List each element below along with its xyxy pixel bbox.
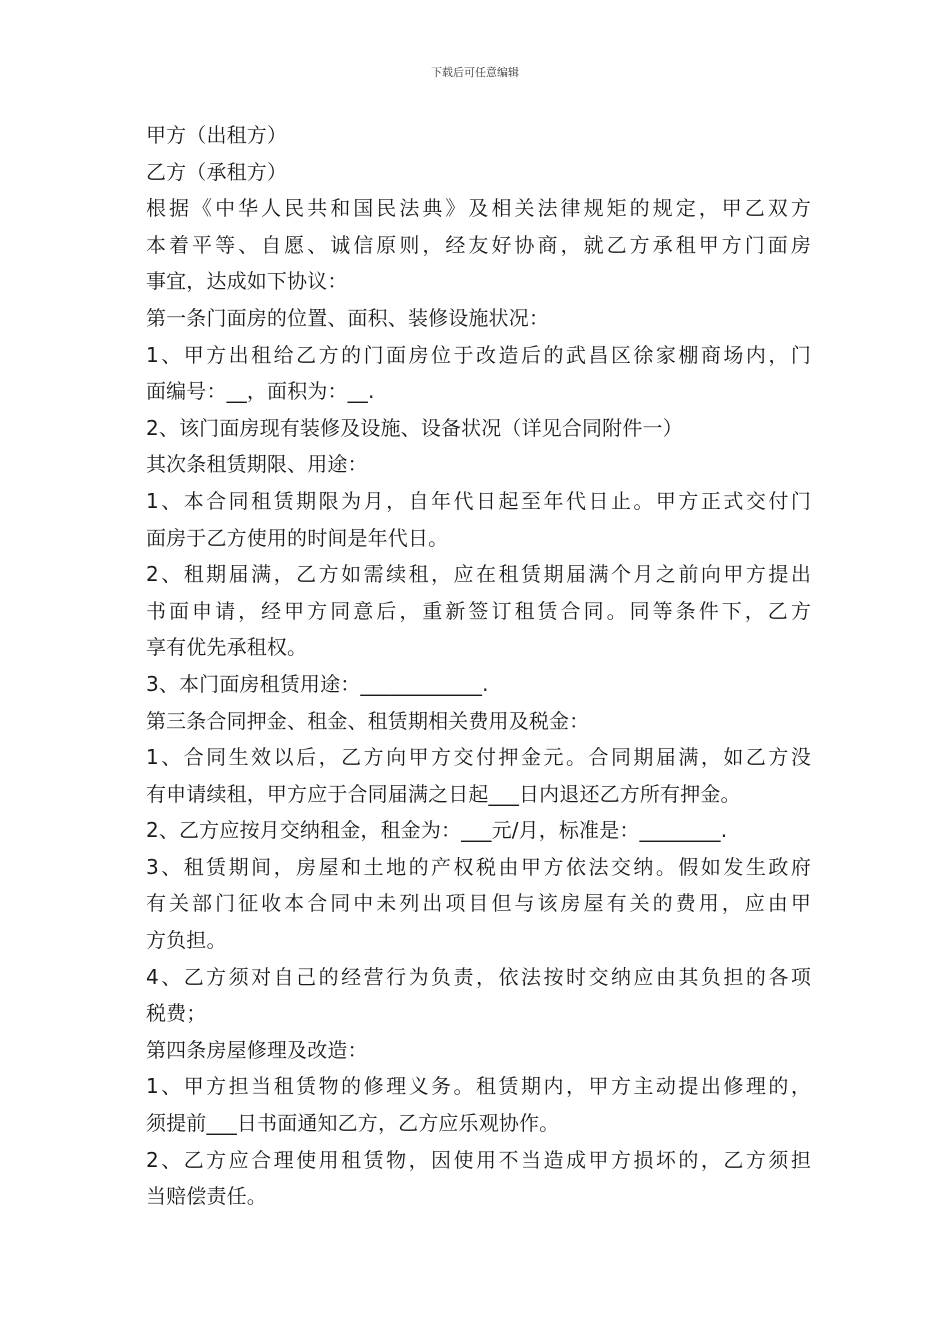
document-line: 书面申请，经甲方同意后，重新签订租赁合同。同等条件下，乙方 (146, 598, 811, 623)
document-line: 乙方（承租方） (146, 159, 288, 184)
document-line: 本着平等、自愿、诚信原则，经友好协商，就乙方承租甲方门面房 (146, 232, 811, 257)
document-line: 方负担。 (146, 928, 227, 953)
document-line: 有申请续租，甲方应于合同届满之日起___日内退还乙方所有押金。 (146, 781, 741, 806)
document-line: 4、乙方须对自己的经营行为负责，依法按时交纳应由其负担的各项 (146, 964, 811, 989)
document-line: 3、租赁期间，房屋和土地的产权税由甲方依法交纳。假如发生政府 (146, 854, 811, 879)
document-line: 2、乙方应合理使用租赁物，因使用不当造成甲方损坏的，乙方须担 (146, 1147, 811, 1172)
document-line: 根据《中华人民共和国民法典》及相关法律规矩的规定，甲乙双方 (146, 196, 811, 221)
document-line: 3、本门面房租赁用途：____________. (146, 671, 489, 696)
page-header-note: 下载后可任意编辑 (431, 66, 519, 79)
document-line: 1、本合同租赁期限为月，自年代日起至年代日止。甲方正式交付门 (146, 488, 811, 513)
document-line: 享有优先承租权。 (146, 635, 308, 660)
document-line: 税费； (146, 1001, 207, 1026)
document-line: 1、合同生效以后，乙方向甲方交付押金元。合同期届满，如乙方没 (146, 745, 811, 770)
document-line: 面编号：__，面积为：__. (146, 379, 375, 404)
document-line: 面房于乙方使用的时间是年代日。 (146, 525, 449, 550)
document-line: 须提前___日书面通知乙方，乙方应乐观协作。 (146, 1111, 560, 1136)
document-line: 甲方（出租方） (146, 123, 288, 147)
document-line: 有关部门征收本合同中未列出项目但与该房屋有关的费用，应由甲 (146, 891, 811, 916)
document-line: 1、甲方担当租赁物的修理义务。租赁期内，甲方主动提出修理的， (146, 1074, 811, 1099)
document-line: 2、乙方应按月交纳租金，租金为：___元/月，标准是：________. (146, 818, 728, 843)
document-line: 1、甲方出租给乙方的门面房位于改造后的武昌区徐家棚商场内，门 (146, 342, 811, 367)
document-line: 第四条房屋修理及改造： (146, 1037, 368, 1062)
document-line: 当赔偿责任。 (146, 1184, 267, 1209)
document-line: 事宜，达成如下协议： (146, 269, 348, 294)
document-line: 2、该门面房现有装修及设施、设备状况（详见合同附件一） (146, 415, 683, 440)
document-line: 2、租期届满，乙方如需续租，应在租赁期届满个月之前向甲方提出 (146, 562, 811, 587)
document-line: 其次条租赁期限、用途： (146, 452, 368, 477)
document-line: 第一条门面房的位置、面积、装修设施状况： (146, 305, 549, 330)
document-line: 第三条合同押金、租金、租赁期相关费用及税金： (146, 708, 590, 733)
document-body (146, 117, 811, 1215)
